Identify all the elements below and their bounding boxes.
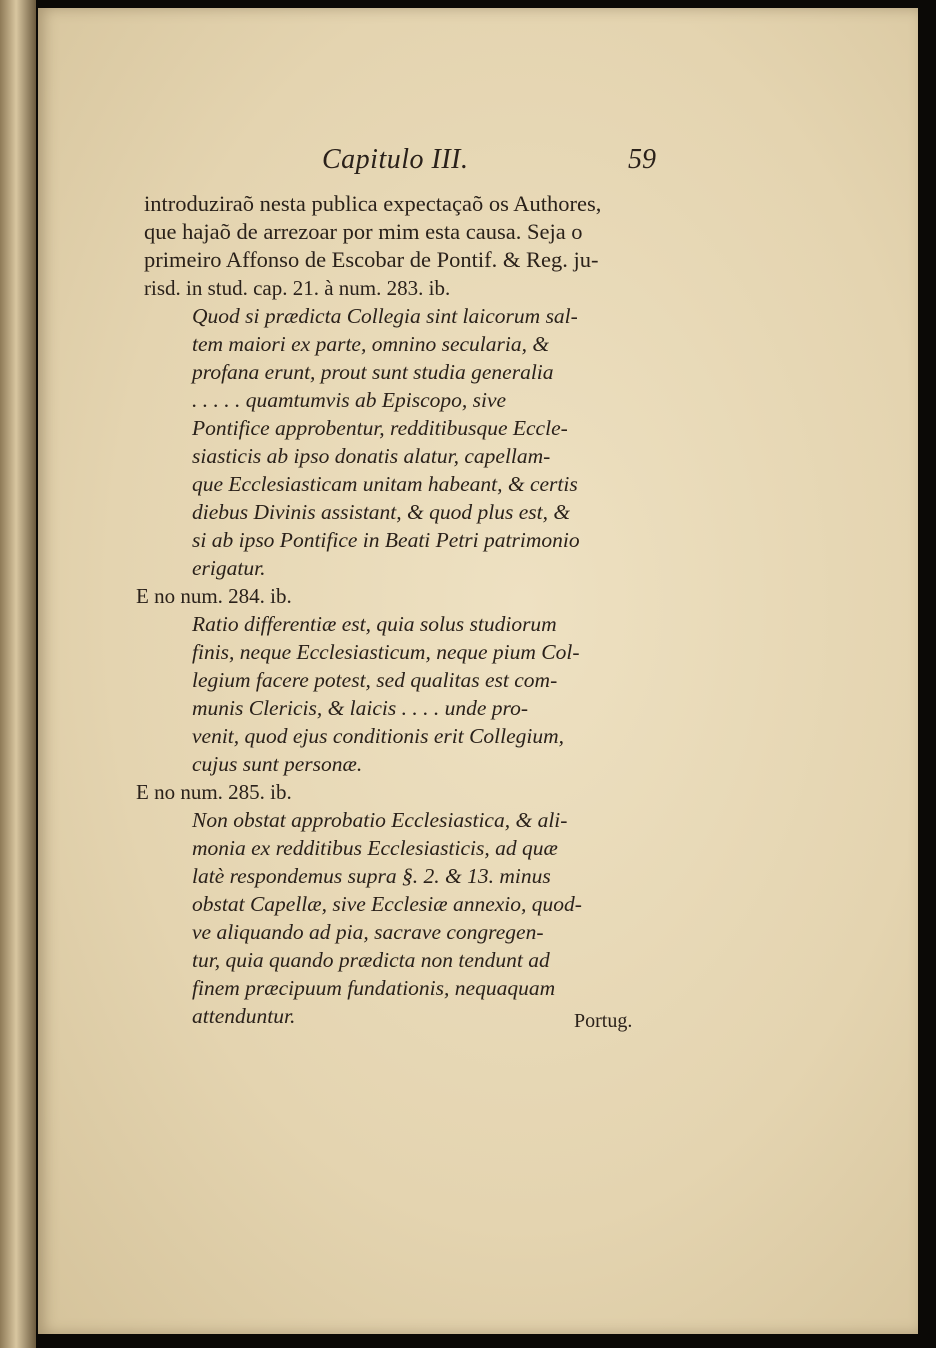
running-head: Capitulo III.: [322, 144, 469, 175]
quote-line: profana erunt, prout sunt studia generalia: [192, 360, 554, 384]
quote-line: latè respondemus supra §. 2. & 13. minus: [192, 864, 551, 888]
text-line: que hajaõ de arrezoar por mim esta causa. Seja o: [144, 219, 583, 244]
text-block: [136, 138, 664, 1032]
quote-line: tur, quia quando prædicta non tendunt ad: [192, 948, 550, 972]
quote-line: tem maiori ex parte, omnino secularia, &: [192, 332, 550, 356]
quote-line: si ab ipso Pontifice in Beati Petri patrimonio: [192, 528, 580, 552]
quote-line: munis Clericis, & laicis . . . . unde pro-: [192, 696, 529, 720]
quote-line: . . . . . quamtumvis ab Episcopo, sive: [192, 388, 507, 412]
quote-line: monia ex redditibus Ecclesiasticis, ad quæ: [192, 836, 558, 860]
quote-line: ve aliquando ad pia, sacrave congregen-: [192, 920, 544, 944]
quote-line: Ratio differentiæ est, quia solus studiorum: [192, 612, 557, 636]
quote-line: obstat Capellæ, sive Ecclesiæ annexio, quod-: [192, 892, 582, 916]
quote-line: siasticis ab ipso donatis alatur, capellam-: [192, 444, 551, 468]
text-line: primeiro Affonso de Escobar de Pontif. & Reg. ju-: [144, 247, 599, 272]
text-line: risd. in stud. cap. 21. à num. 283. ib.: [144, 276, 451, 300]
reference-line: E no num. 285. ib.: [136, 780, 292, 804]
page-header: [144, 138, 664, 186]
quote-line: finem præcipuum fundationis, nequaquam: [192, 976, 556, 1000]
quote-line: attenduntur.: [192, 1004, 296, 1028]
reference-line: E no num. 284. ib.: [136, 584, 292, 608]
quote-line: legium facere potest, sed qualitas est com-: [192, 668, 558, 692]
quote-line: finis, neque Ecclesiasticum, neque pium Col-: [192, 640, 580, 664]
text-line: introduziraõ nesta publica expectaçaõ os Authores,: [144, 191, 602, 216]
quote-line: venit, quod ejus conditionis erit Collegium,: [192, 724, 565, 748]
quote-line: erigatur.: [192, 556, 266, 580]
catchword: Portug.: [574, 1010, 633, 1032]
page-number: 59: [628, 144, 656, 175]
quote-line: Quod si prædicta Collegia sint laicorum sal-: [192, 304, 578, 328]
quote-line: Pontifice approbentur, redditibusque Eccle-: [192, 416, 568, 440]
quote-line: cujus sunt personæ.: [192, 752, 363, 776]
book-page: [38, 8, 918, 1334]
quote-line: que Ecclesiasticam unitam habeant, & certis: [192, 472, 578, 496]
quote-line: Non obstat approbatio Ecclesiastica, & ali-: [192, 808, 568, 832]
left-page-edge: [0, 0, 36, 1348]
quote-line: diebus Divinis assistant, & quod plus est, &: [192, 500, 571, 524]
